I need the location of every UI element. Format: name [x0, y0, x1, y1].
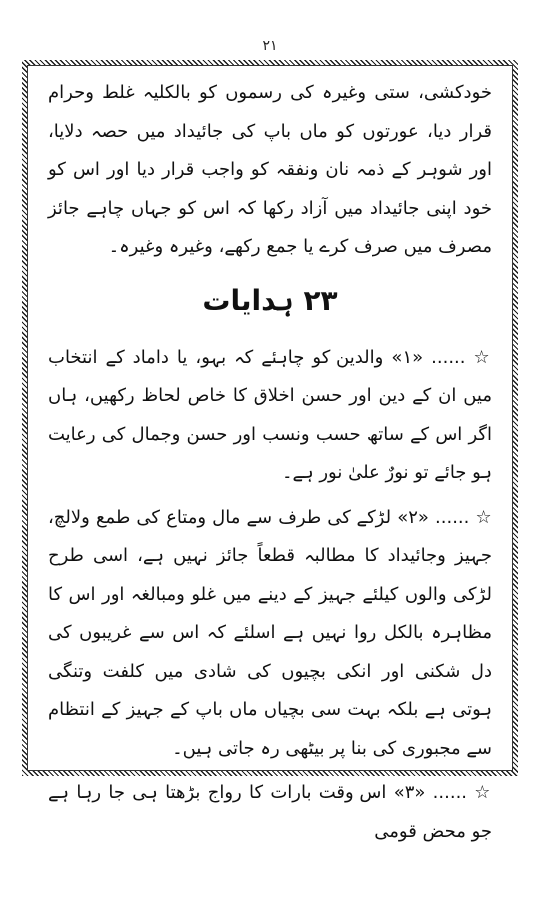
item-marker-3: ☆ ...... «۳» [393, 782, 492, 803]
section-heading: ۲۳ ہدایات [202, 283, 338, 317]
item-text-2: لڑکے کی طرف سے مال ومتاع کی طمع ولالچ، جہیز وجائیداد کا مطالبہ قطعاً جائز نہیں ہے، اسی طرح لڑکی والوں کیلئے جہیز کے دینے میں غلو ومبالغہ اور اس کا مظاہرہ بالکل روا نہیں ہے اسلئے کہ اس سے غریبوں کی دل شکنی اور انکی بچیوں کی شادی میں کلفت وتنگی ہوتی ہے بلکہ بہت سی بچیاں ماں باپ کے جہیز کے انتظام سے مجبوری کی بنا پر بیٹھی رہ جاتی ہیں۔ [48, 506, 492, 759]
item-text-1: والدین کو چاہئے کہ بہو، یا داماد کے انتخاب میں ان کے دین اور حسن اخلاق کا خاص لحاظ رکھیں، ہاں اگر اس کے ساتھ حسب ونسب اور حسن وجمال کی رعایت ہو جائے تو نورٌ علیٰ نور ہے۔ [48, 346, 492, 483]
guideline-item-3 [48, 774, 492, 851]
guideline-item-1 [48, 339, 492, 493]
item-marker-1: ☆ ...... «۱» [391, 346, 492, 368]
intro-paragraph: خودکشی، ستی وغیرہ کی رسموں کو بالکلیہ غلط وحرام قرار دیا، عورتوں کو ماں باپ کی جائیداد میں حصہ دلایا، اور شوہر کے ذمہ نان ونفقہ کو واجب قرار دیا اور اس کو خود اپنی جائیداد میں آزاد رکھا کہ اس کو جہاں چاہے جائز مصرف میں صرف کرے یا جمع رکھے، وغیرہ وغیرہ۔ [48, 82, 492, 257]
page-number: ۲۱ [262, 38, 278, 54]
item-text-3: اس وقت بارات کا رواج بڑھتا ہی جا رہا ہے جو محض قومی [48, 782, 492, 842]
item-marker-2: ☆ ...... «۲» [397, 506, 492, 528]
guideline-item-2 [48, 499, 492, 769]
page-content [48, 74, 492, 851]
